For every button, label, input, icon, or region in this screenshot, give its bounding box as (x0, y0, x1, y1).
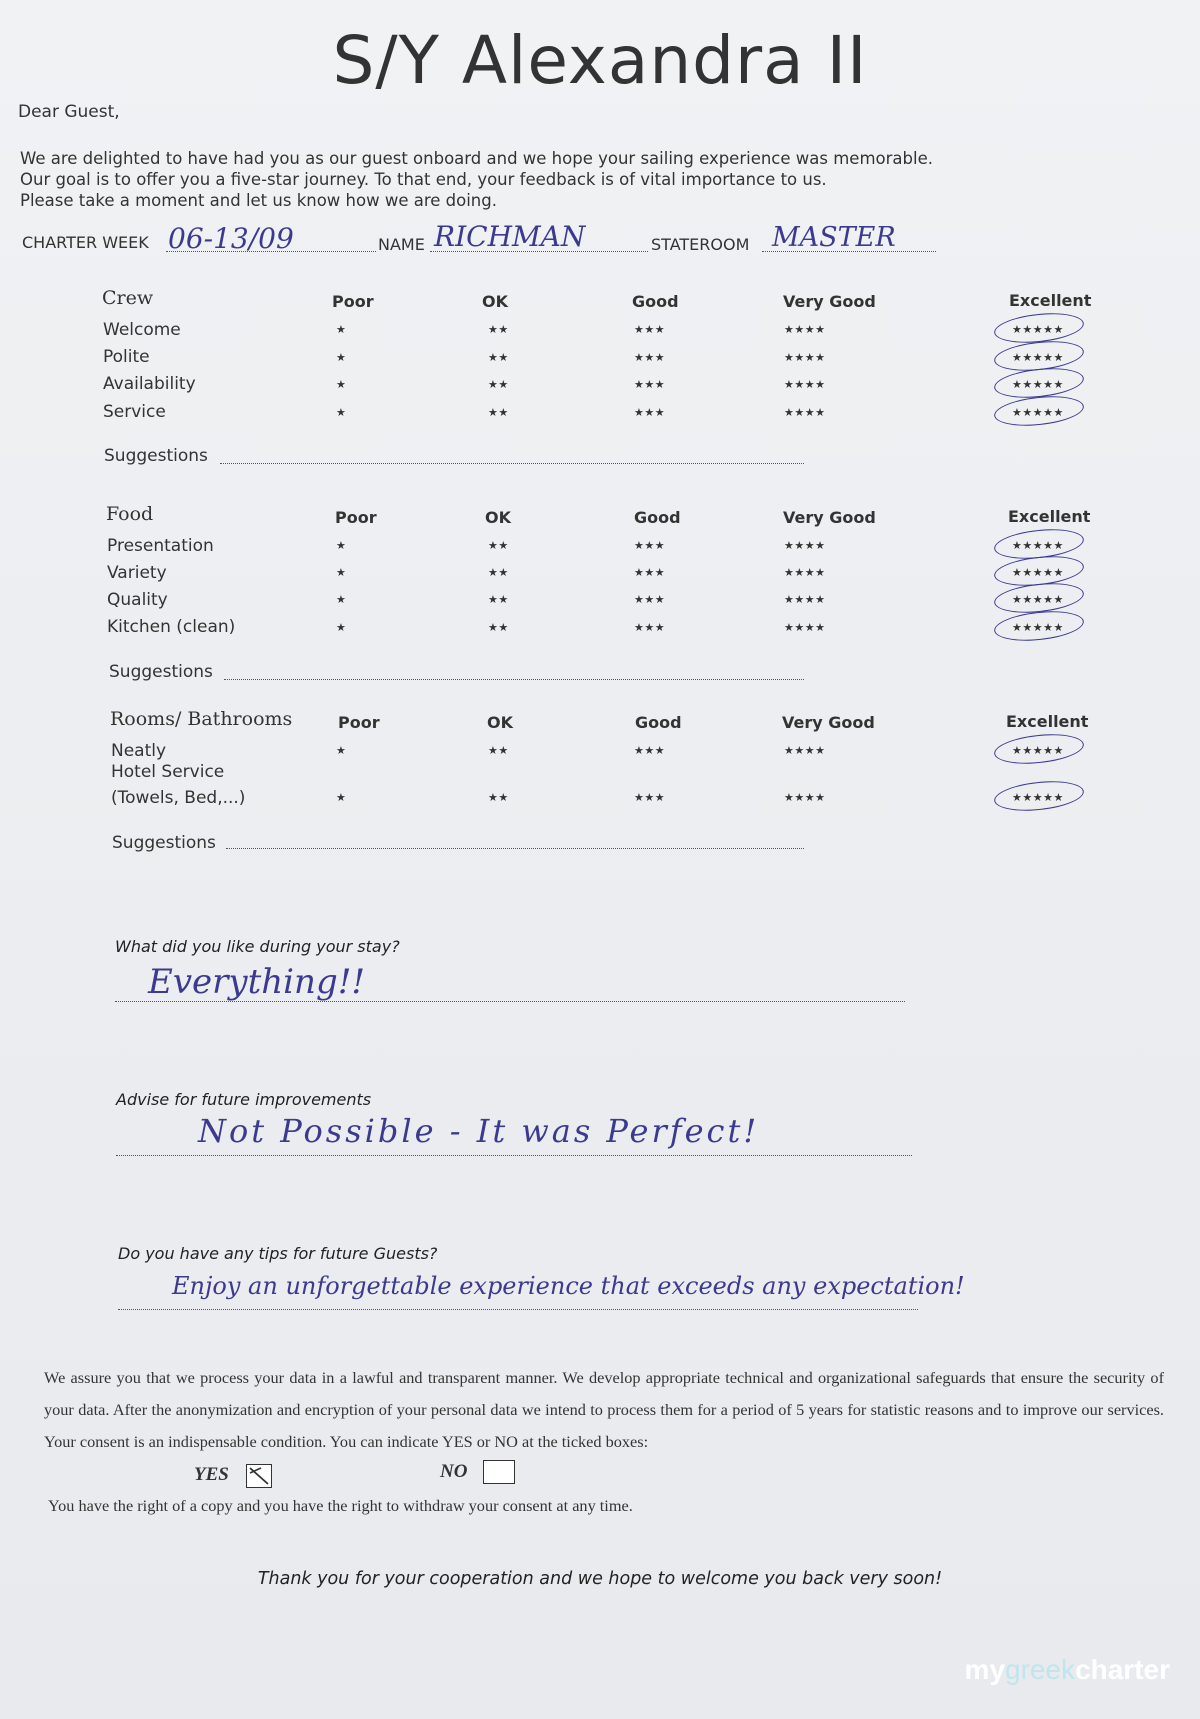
excellent-stars[interactable]: ★★★★★ (1012, 350, 1064, 364)
ok-stars[interactable]: ★★ (488, 744, 509, 757)
ok-stars[interactable]: ★★ (488, 539, 509, 552)
good-stars[interactable]: ★★★ (634, 744, 666, 757)
check-x-icon (247, 1465, 271, 1487)
header-very-good: Very Good (783, 292, 876, 311)
poor-stars[interactable]: ★ (336, 566, 347, 580)
rooms-item-hotel-service: Hotel Service (111, 762, 225, 782)
ok-stars[interactable]: ★★ (488, 405, 509, 419)
header-ok: OK (485, 508, 511, 527)
good-stars[interactable]: ★★★ (634, 791, 666, 804)
header-poor: Poor (332, 292, 374, 311)
header-very-good: Very Good (782, 713, 875, 732)
crew-item-polite: Polite (103, 347, 150, 367)
stateroom-label: STATEROOM (651, 235, 750, 254)
charter-week-label: CHARTER WEEK (22, 233, 149, 252)
ok-stars[interactable]: ★★ (488, 620, 509, 634)
excellent-circled-mark (993, 730, 1085, 767)
ok-stars[interactable]: ★★ (488, 323, 509, 336)
improve-answer-line (116, 1155, 912, 1156)
watermark-logo (965, 1654, 1170, 1686)
consent-yes-label: YES (194, 1464, 229, 1485)
header-very-good: Very Good (783, 508, 876, 527)
food-suggestions-label: Suggestions (109, 662, 213, 682)
excellent-stars[interactable]: ★★★★★ (1012, 593, 1064, 607)
poor-stars[interactable]: ★ (336, 378, 347, 391)
header-poor: Poor (335, 508, 377, 527)
very-good-stars[interactable]: ★★★★ (784, 378, 826, 391)
crew-suggestions-field[interactable] (220, 463, 804, 464)
excellent-stars[interactable]: ★★★★★ (1012, 378, 1064, 391)
rooms-item-neatly: Neatly (111, 741, 167, 761)
very-good-stars[interactable]: ★★★★ (784, 620, 826, 634)
thank-you-message: Thank you for your cooperation and we hope to welcome you back very soon! (257, 1569, 943, 1589)
tips-answer-line (118, 1309, 918, 1310)
food-item-kitchen: Kitchen (clean) (107, 617, 236, 637)
poor-stars[interactable]: ★ (336, 593, 347, 607)
header-ok: OK (487, 713, 513, 732)
header-excellent: Excellent (1006, 712, 1089, 731)
logo-part: greek (1005, 1654, 1076, 1685)
excellent-stars[interactable]: ★★★★★ (1012, 744, 1064, 757)
good-stars[interactable]: ★★★ (634, 405, 666, 419)
intro-line: Please take a moment and let us know how we are doing. (20, 191, 497, 210)
very-good-stars[interactable]: ★★★★ (784, 350, 826, 364)
rooms-title: Rooms/ Bathrooms (110, 708, 293, 730)
ok-stars[interactable]: ★★ (488, 350, 509, 364)
logo-part: charter (1075, 1654, 1170, 1685)
good-stars[interactable]: ★★★ (634, 350, 666, 364)
good-stars[interactable]: ★★★ (634, 593, 666, 607)
improve-answer[interactable]: Not Possible - It was Perfect! (198, 1112, 760, 1150)
logo-part: my (964, 1654, 1006, 1685)
excellent-stars[interactable]: ★★★★★ (1012, 405, 1064, 419)
header-good: Good (632, 292, 679, 311)
consent-text: We assure you that we process your data in a lawful and transparent manner. We develop appropriate technical and organizational safeguards that ensure the security of your data. After the anonymization and encryption of your personal data we intend to process them for a period of 5 years for statistic reasons and to improve our services. Your consent is an indispensable condition. You can indicate YES or NO at the ticked boxes: (44, 1368, 1164, 1451)
food-title: Food (106, 503, 154, 525)
rooms-item-towels-bed: (Towels, Bed,...) (111, 788, 246, 808)
consent-no-checkbox[interactable] (483, 1460, 515, 1484)
intro-line: Our goal is to offer you a five-star journey. To that end, your feedback is of vital importance to us. (20, 170, 827, 189)
stateroom-value[interactable]: MASTER (772, 222, 896, 253)
very-good-stars[interactable]: ★★★★ (784, 593, 826, 607)
crew-title: Crew (102, 287, 154, 309)
header-excellent: Excellent (1009, 291, 1092, 310)
rooms-suggestions-label: Suggestions (112, 833, 216, 853)
very-good-stars[interactable]: ★★★★ (784, 539, 826, 552)
excellent-circled-mark (993, 607, 1085, 644)
very-good-stars[interactable]: ★★★★ (784, 744, 826, 757)
very-good-stars[interactable]: ★★★★ (784, 566, 826, 580)
food-item-quality: Quality (107, 590, 168, 610)
ok-stars[interactable]: ★★ (488, 593, 509, 607)
food-item-variety: Variety (107, 563, 167, 583)
excellent-stars[interactable]: ★★★★★ (1012, 791, 1064, 804)
tips-question: Do you have any tips for future Guests? (118, 1244, 438, 1263)
poor-stars[interactable]: ★ (336, 744, 347, 757)
crew-item-service: Service (103, 402, 166, 422)
good-stars[interactable]: ★★★ (634, 566, 666, 580)
liked-question: What did you like during your stay? (115, 937, 400, 956)
header-poor: Poor (338, 713, 380, 732)
name-value[interactable]: RICHMAN (434, 220, 586, 253)
good-stars[interactable]: ★★★ (634, 323, 666, 336)
good-stars[interactable]: ★★★ (634, 620, 666, 634)
good-stars[interactable]: ★★★ (634, 378, 666, 391)
food-item-presentation: Presentation (107, 536, 214, 556)
excellent-stars[interactable]: ★★★★★ (1012, 539, 1064, 552)
intro-line: We are delighted to have had you as our guest onboard and we hope your sailing experience was memorable. (20, 149, 933, 168)
header-ok: OK (482, 292, 508, 311)
poor-stars[interactable]: ★ (336, 323, 347, 336)
poor-stars[interactable]: ★ (336, 791, 347, 804)
header-excellent: Excellent (1008, 507, 1091, 526)
rooms-suggestions-field[interactable] (226, 848, 804, 849)
poor-stars[interactable]: ★ (336, 620, 347, 634)
improve-question: Advise for future improvements (116, 1090, 372, 1109)
very-good-stars[interactable]: ★★★★ (784, 405, 826, 419)
poor-stars[interactable]: ★ (336, 539, 347, 552)
consent-yes-checkbox[interactable] (246, 1464, 272, 1488)
good-stars[interactable]: ★★★ (634, 539, 666, 552)
ok-stars[interactable]: ★★ (488, 791, 509, 804)
excellent-stars[interactable]: ★★★★★ (1012, 620, 1064, 634)
liked-answer[interactable]: Everything!! (148, 962, 366, 1002)
crew-suggestions-label: Suggestions (104, 446, 208, 466)
poor-stars[interactable]: ★ (336, 405, 347, 419)
charter-week-value[interactable]: 06-13/09 (168, 222, 294, 255)
excellent-stars[interactable]: ★★★★★ (1012, 323, 1064, 336)
greeting: Dear Guest, (18, 102, 120, 122)
form-title: S/Y Alexandra II (332, 22, 868, 99)
ok-stars[interactable]: ★★ (488, 566, 509, 580)
intro-paragraph (20, 148, 933, 211)
tips-answer[interactable]: Enjoy an unforgettable experience that exceeds any expectation! (172, 1272, 965, 1300)
header-good: Good (635, 713, 682, 732)
excellent-stars[interactable]: ★★★★★ (1012, 566, 1064, 580)
crew-item-availability: Availability (103, 374, 196, 394)
crew-item-welcome: Welcome (103, 320, 181, 340)
very-good-stars[interactable]: ★★★★ (784, 323, 826, 336)
header-good: Good (634, 508, 681, 527)
poor-stars[interactable]: ★ (336, 350, 347, 364)
excellent-circled-mark (993, 392, 1085, 429)
food-suggestions-field[interactable] (224, 679, 804, 680)
consent-no-label: NO (440, 1461, 468, 1482)
ok-stars[interactable]: ★★ (488, 378, 509, 391)
name-label: NAME (378, 235, 425, 254)
consent-rights: You have the right of a copy and you have the right to withdraw your consent at any time. (48, 1496, 633, 1515)
excellent-circled-mark (993, 777, 1085, 814)
very-good-stars[interactable]: ★★★★ (784, 791, 826, 804)
